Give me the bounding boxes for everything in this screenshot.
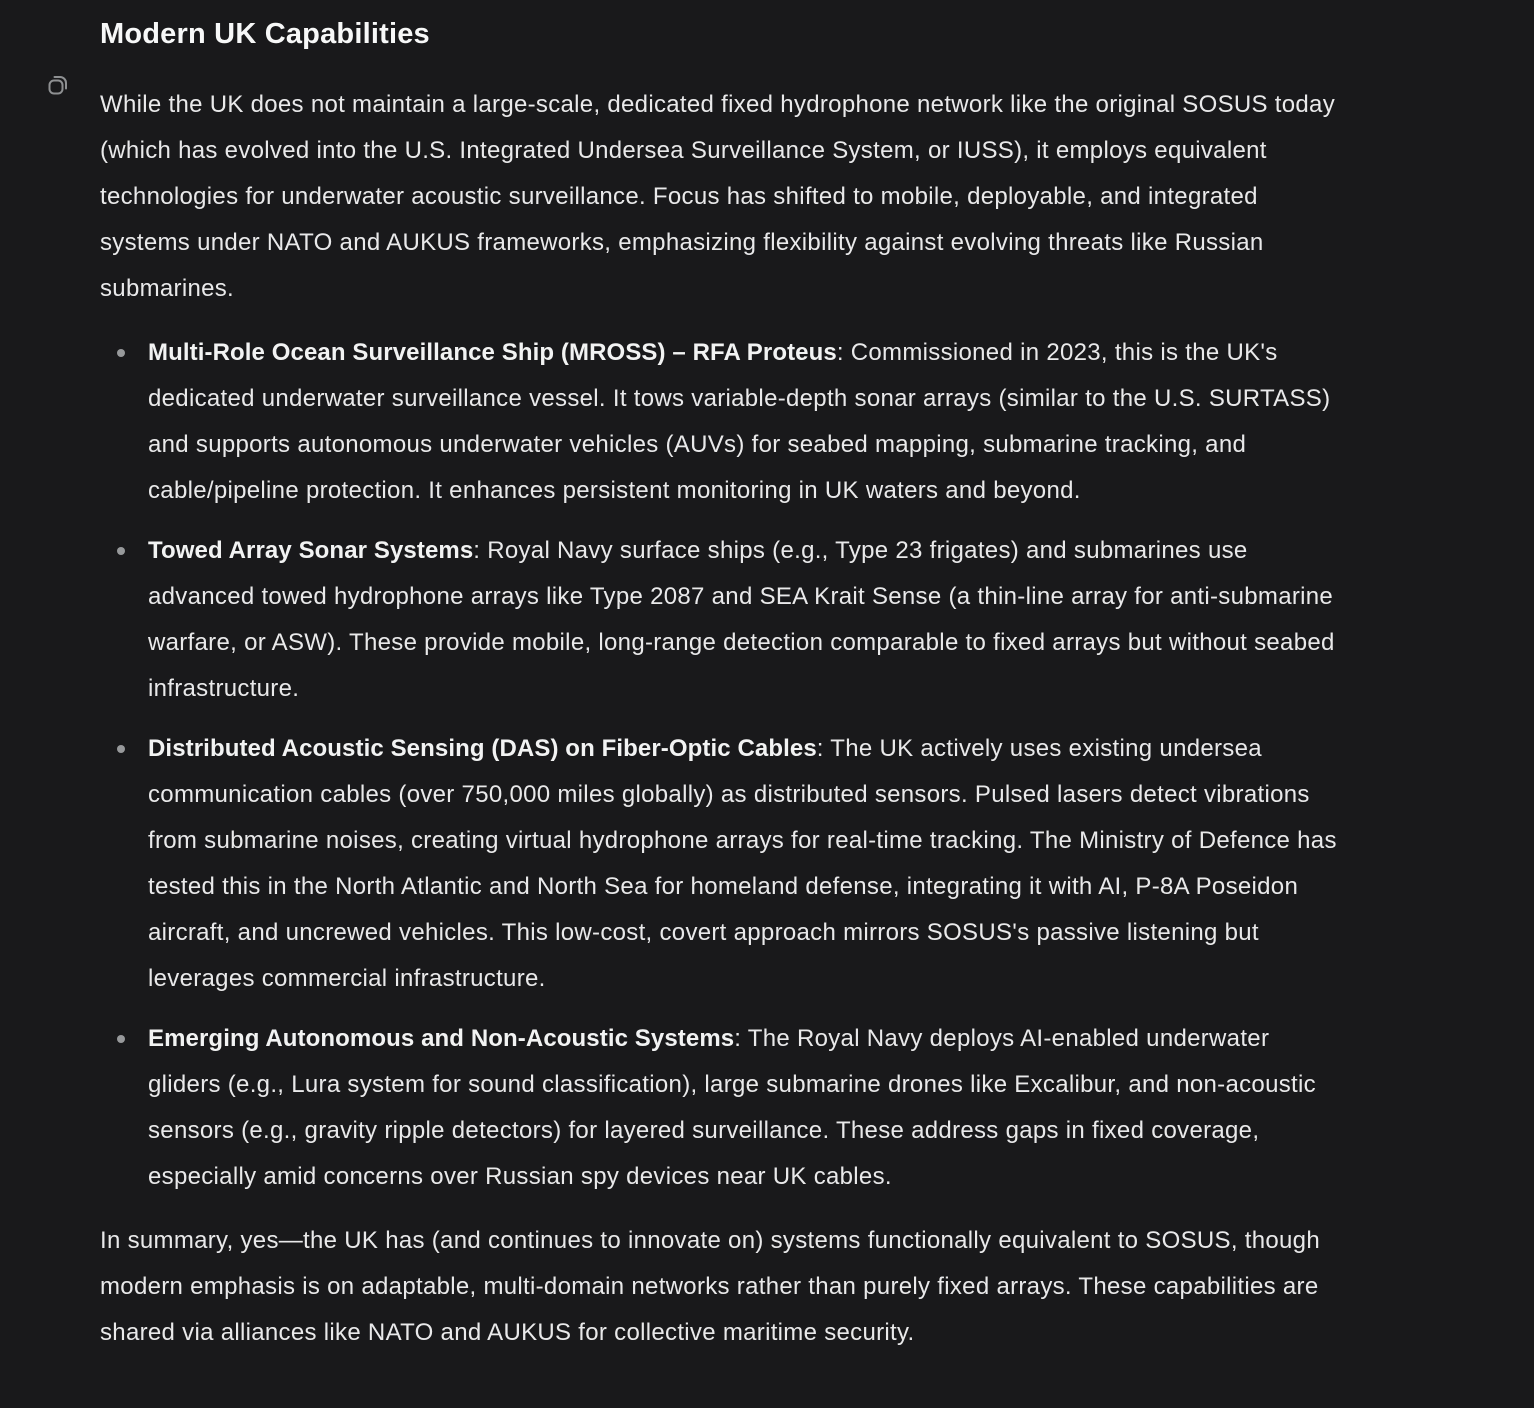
bullet-body: : Royal Navy surface ships (e.g., Type 23 frigates) and submarines use advanced towed hydrophone arrays like Type 2087 and SEA Krait Sense (a thin-line array for anti-submarine warfare, or ASW). These provide mobile, long-range detection comparable to fixed arrays but without seabed infrastructure. [148, 537, 1335, 702]
bullet-marker [117, 1035, 125, 1043]
bullet-item-towed-array [148, 528, 1340, 712]
bullet-body: : The Royal Navy deploys AI-enabled underwater gliders (e.g., Lura system for sound classification), large submarine drones like Excalibur, and non-acoustic sensors (e.g., gravity ripple detectors) for layered surveillance. These address gaps in fixed coverage, especially amid concerns over Russian spy devices near UK cables. [148, 1025, 1316, 1190]
intro-paragraph: While the UK does not maintain a large-scale, dedicated fixed hydrophone network like the original SOSUS today (which has evolved into the U.S. Integrated Undersea Surveillance System, or IUSS), it employs equivalent technologies for underwater acoustic surveillance. Focus has shifted to mobile, deployable, and integrated systems under NATO and AUKUS frameworks, emphasizing flexibility against evolving threats like Russian submarines. [100, 91, 1336, 302]
bullet-title: Towed Array Sonar Systems [148, 537, 474, 564]
bullet-list [100, 330, 1340, 1200]
bullet-body: : The UK actively uses existing undersea communication cables (over 750,000 miles globally) as distributed sensors. Pulsed lasers detect vibrations from submarine noises, creating virtual hydrophone arrays for real-time tracking. The Ministry of Defence has tested this in the North Atlantic and North Sea for homeland defense, integrating it with AI, P-8A Poseidon aircraft, and uncrewed vehicles. This low-cost, covert approach mirrors SOSUS's passive listening but leverages commercial infrastructure. [148, 735, 1337, 992]
copy-icon[interactable] [46, 73, 70, 97]
bullet-item-das [148, 726, 1340, 1002]
summary-paragraph: In summary, yes—the UK has (and continues to innovate on) systems functionally equivalent to SOSUS, though modern emphasis is on adaptable, multi-domain networks rather than purely fixed arrays. These capabilities are shared via alliances like NATO and AUKUS for collective maritime security. [100, 1227, 1320, 1346]
bullet-title: Emerging Autonomous and Non-Acoustic Systems [148, 1025, 735, 1052]
bullet-title: Multi-Role Ocean Surveillance Ship (MROSS) – RFA Proteus [148, 339, 837, 366]
bullet-item-mross [148, 330, 1340, 514]
section-heading: Modern UK Capabilities [100, 18, 430, 50]
bullet-item-autonomous [148, 1016, 1340, 1200]
bullet-marker [117, 745, 125, 753]
bullet-marker [117, 349, 125, 357]
bullet-title: Distributed Acoustic Sensing (DAS) on Fiber-Optic Cables [148, 735, 817, 762]
bullet-body: : Commissioned in 2023, this is the UK's dedicated underwater surveillance vessel. It tows variable-depth sonar arrays (similar to the U.S. SURTASS) and supports autonomous underwater vehicles (AUVs) for seabed mapping, submarine tracking, and cable/pipeline protection. It enhances persistent monitoring in UK waters and beyond. [148, 339, 1331, 504]
bullet-marker [117, 547, 125, 555]
